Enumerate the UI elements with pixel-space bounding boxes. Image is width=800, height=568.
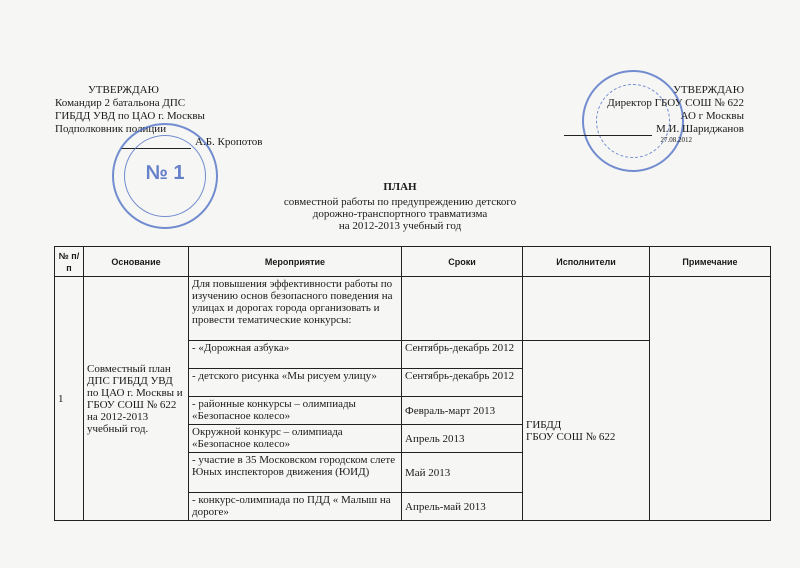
term-cell [402,277,523,341]
plan-subtitle-line1: совместной работы по предупреждению детского [283,196,517,208]
approve-right-title: УТВЕРЖДАЮ [673,84,744,96]
plan-table [54,246,771,521]
term-cell: Май 2013 [402,453,523,493]
activity-cell: - детского рисунка «Мы рисуем улицу» [189,369,402,397]
approve-left-line1: Командир 2 батальона ДПС [55,97,186,109]
term-cell: Апрель-май 2013 [402,493,523,521]
header-terms: Сроки [402,247,523,277]
header-activity: Мероприятие [189,247,402,277]
activity-cell: - «Дорожная азбука» [189,341,402,369]
plan-subtitle-line3: на 2012-2013 учебный год [338,220,462,232]
approve-right-line2: АО г Москвы [680,110,744,122]
approve-left-title: УТВЕРЖДАЮ [88,84,159,96]
plan-subtitle-line2: дорожно-транспортного травматизма [312,208,488,220]
approve-right-line1: Директор ГБОУ СОШ № 622 [607,97,744,109]
activity-cell: - конкурс-олимпиада по ПДД « Малыш на дороге» [189,493,402,521]
activity-cell: - районные конкурсы – олимпиады «Безопасное колесо» [189,397,402,425]
executors-cell: ГИБДД ГБОУ СОШ № 622 [523,341,650,521]
header-notes: Примечание [650,247,771,277]
table-row [55,277,771,341]
table-header-row [55,247,771,277]
header-num: № п/п [55,247,84,277]
activity-cell: Для повышения эффективности работы по изучению основ безопасного поведения на улицах и дорогах города организовать и провести тематические конкурсы: [189,277,402,341]
approve-right-date: 27.08.2012 [660,136,692,144]
approve-left-signature: А.Б. Кропотов [195,136,263,148]
executor-empty-cell [523,277,650,341]
row-basis: Совместный план ДПС ГИБДД УВД по ЦАО г. Москвы и ГБОУ СОШ № 622 на 2012-2013 учебный год. [84,277,189,521]
notes-cell [650,277,771,521]
term-cell: Февраль-март 2013 [402,397,523,425]
stamp-left-number: № 1 [145,162,185,184]
signature-line [564,135,652,136]
approve-left-line2: ГИБДД УВД по ЦАО г. Москвы [55,110,205,122]
term-cell: Сентябрь-декабрь 2012 [402,341,523,369]
approve-right-signature-row [560,123,744,136]
header-executors: Исполнители [523,247,650,277]
header-basis: Основание [84,247,189,277]
activity-cell: - участие в 35 Московском городском слете Юных инспекторов движения (ЮИД) [189,453,402,493]
approve-left-line3: Подполковник полиции [55,123,167,135]
approval-block-right [560,84,744,145]
term-cell: Апрель 2013 [402,425,523,453]
row-number: 1 [55,277,84,521]
approve-right-signature: М.И. Шариджанов [656,123,744,135]
plan-title: ПЛАН [383,181,417,193]
term-cell: Сентябрь-декабрь 2012 [402,369,523,397]
activity-cell: Окружной конкурс – олимпиада «Безопасное колесо» [189,425,402,453]
